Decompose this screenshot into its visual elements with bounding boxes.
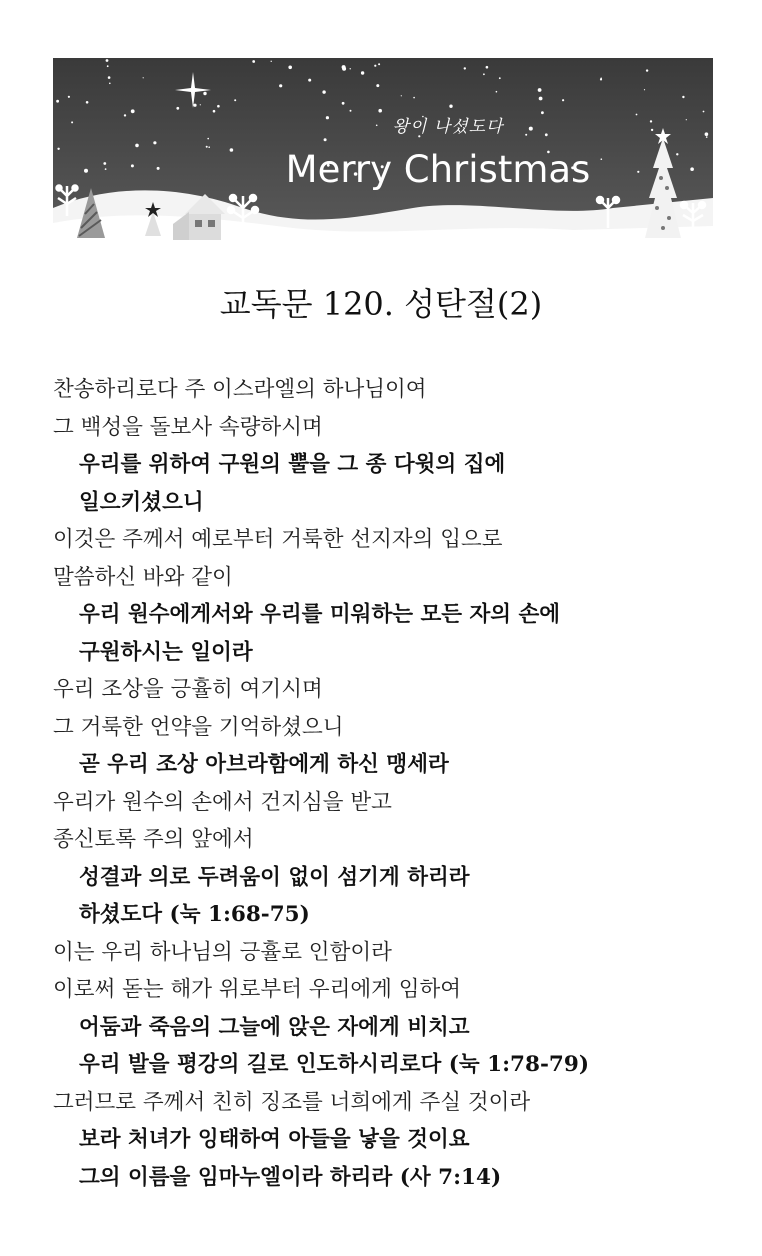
snow-dot — [644, 89, 645, 90]
congregation-line: 그의 이름을 임마누엘이라 하리라 (사 7:14) — [79, 1164, 502, 1190]
snow-dot — [208, 146, 210, 148]
snow-dot — [279, 84, 282, 87]
page-title: 교독문 120. 성탄절(2) — [219, 285, 543, 323]
snow-dot — [562, 99, 564, 101]
snow-dot — [207, 138, 209, 140]
snow-dot — [108, 76, 111, 79]
congregation-line: 우리 원수에게서와 우리를 미워하는 모든 자의 손에 — [79, 602, 561, 627]
congregation-line: 어둠과 죽음의 그늘에 앉은 자에게 비치고 — [79, 1014, 470, 1040]
snow-dot — [105, 168, 107, 170]
snow-dot — [193, 104, 196, 107]
leader-line: 우리가 원수의 손에서 건지심을 받고 — [53, 789, 392, 815]
snow-dot — [217, 105, 220, 108]
congregation-line: 구원하시는 일이라 — [79, 639, 253, 665]
snow-dot — [539, 97, 543, 101]
snow-dot — [545, 133, 548, 136]
snow-dot — [350, 68, 351, 69]
snow-dot — [322, 90, 325, 93]
snow-dot — [676, 153, 678, 155]
leader-line: 이는 우리 하나님의 긍휼로 인함이라 — [53, 939, 392, 965]
snow-dot — [271, 61, 272, 62]
snow-dot — [324, 138, 327, 141]
snow-dot — [374, 65, 376, 67]
snow-dot — [326, 116, 329, 119]
snow-dot — [449, 105, 452, 108]
congregation-line: 하셨도다 (눅 1:68-75) — [79, 902, 310, 927]
snow-dot — [68, 96, 70, 98]
snow-dot — [288, 66, 292, 70]
leader-line: 그 거룩한 언약을 기억하셨으니 — [53, 714, 344, 740]
snow-dot — [176, 107, 179, 110]
snow-dot — [252, 60, 255, 63]
snow-dot — [378, 63, 380, 65]
snow-dot — [496, 91, 498, 93]
snow-dot — [230, 148, 234, 152]
snow-dot — [234, 99, 236, 101]
snow-dot — [637, 171, 639, 173]
snow-dot — [499, 77, 501, 79]
snow-dot — [361, 71, 364, 74]
snow-dot — [538, 88, 542, 92]
congregation-line: 보라 처녀가 잉태하여 아들을 낳을 것이요 — [79, 1127, 470, 1152]
snow-dot — [84, 169, 88, 173]
snow-dot — [71, 121, 73, 123]
snow-dot — [203, 92, 206, 95]
leader-line: 그러므로 주께서 친히 징조를 너희에게 주실 것이라 — [53, 1089, 531, 1115]
snow-dot — [308, 79, 311, 82]
snow-dot — [483, 73, 485, 75]
congregation-line: 성결과 의로 두려움이 없이 섬기게 하리라 — [79, 864, 470, 890]
snow-dot — [131, 109, 135, 113]
congregation-line: 우리를 위하여 구원의 뿔을 그 종 다윗의 집에 — [79, 452, 506, 477]
snow-dot — [464, 67, 466, 69]
snow-dot — [157, 167, 160, 170]
snow-dot — [342, 102, 345, 105]
leader-line: 이것은 주께서 예로부터 거룩한 선지자의 입으로 — [53, 527, 503, 552]
snow-dot — [705, 132, 709, 136]
snow-dot — [646, 69, 648, 71]
leader-line: 종신토록 주의 앞에서 — [53, 827, 254, 852]
snow-dot — [686, 119, 687, 120]
snow-dot — [342, 65, 346, 69]
responsive-reading — [53, 371, 733, 1196]
snow-dot — [600, 78, 602, 80]
banner-subtitle: 왕이 나셨도다 — [392, 117, 504, 137]
leader-line: 찬송하리로다 주 이스라엘의 하나님이여 — [53, 377, 427, 402]
leader-line: 우리 조상을 긍휼히 여기시며 — [53, 677, 323, 702]
snow-dot — [706, 136, 708, 138]
leader-line: 그 백성을 돌보사 속량하시며 — [53, 414, 323, 440]
christmas-banner — [53, 58, 713, 240]
snow-dot — [143, 77, 144, 78]
snow-dot — [650, 120, 652, 122]
congregation-line: 일으키셨으니 — [79, 489, 204, 515]
snow-dot — [541, 111, 544, 114]
snow-dot — [682, 96, 684, 98]
snow-dot — [376, 84, 379, 87]
snow-dot — [57, 148, 59, 150]
snow-dot — [124, 114, 126, 116]
congregation-line: 곧 우리 조상 아브라함에게 하신 맹세라 — [79, 752, 449, 777]
congregation-line: 우리 발을 평강의 길로 인도하시리로다 (눅 1:78-79) — [79, 1052, 589, 1077]
snow-dot — [690, 167, 694, 171]
snow-dot — [103, 162, 106, 165]
leader-line: 이로써 돋는 해가 위로부터 우리에게 임하여 — [53, 977, 462, 1002]
snow-dot — [153, 141, 156, 144]
snow-dot — [106, 59, 109, 62]
snow-dot — [486, 66, 489, 69]
snow-dot — [107, 65, 109, 67]
snow-dot — [206, 146, 208, 148]
snow-dot — [135, 144, 139, 148]
snow-dot — [86, 101, 89, 104]
snow-dot — [413, 97, 415, 99]
snow-dot — [651, 129, 653, 131]
banner-title: Merry Christmas — [285, 148, 591, 191]
snow-dot — [401, 95, 402, 96]
snow-dot — [636, 114, 638, 116]
leader-line: 말씀하신 바와 같이 — [53, 564, 233, 590]
snow-dot — [200, 104, 201, 105]
snow-dot — [56, 100, 59, 103]
snow-dot — [109, 83, 111, 85]
snow-dot — [131, 164, 134, 167]
snow-dot — [703, 111, 705, 113]
snow-dot — [350, 110, 352, 112]
snow-dot — [213, 110, 216, 113]
